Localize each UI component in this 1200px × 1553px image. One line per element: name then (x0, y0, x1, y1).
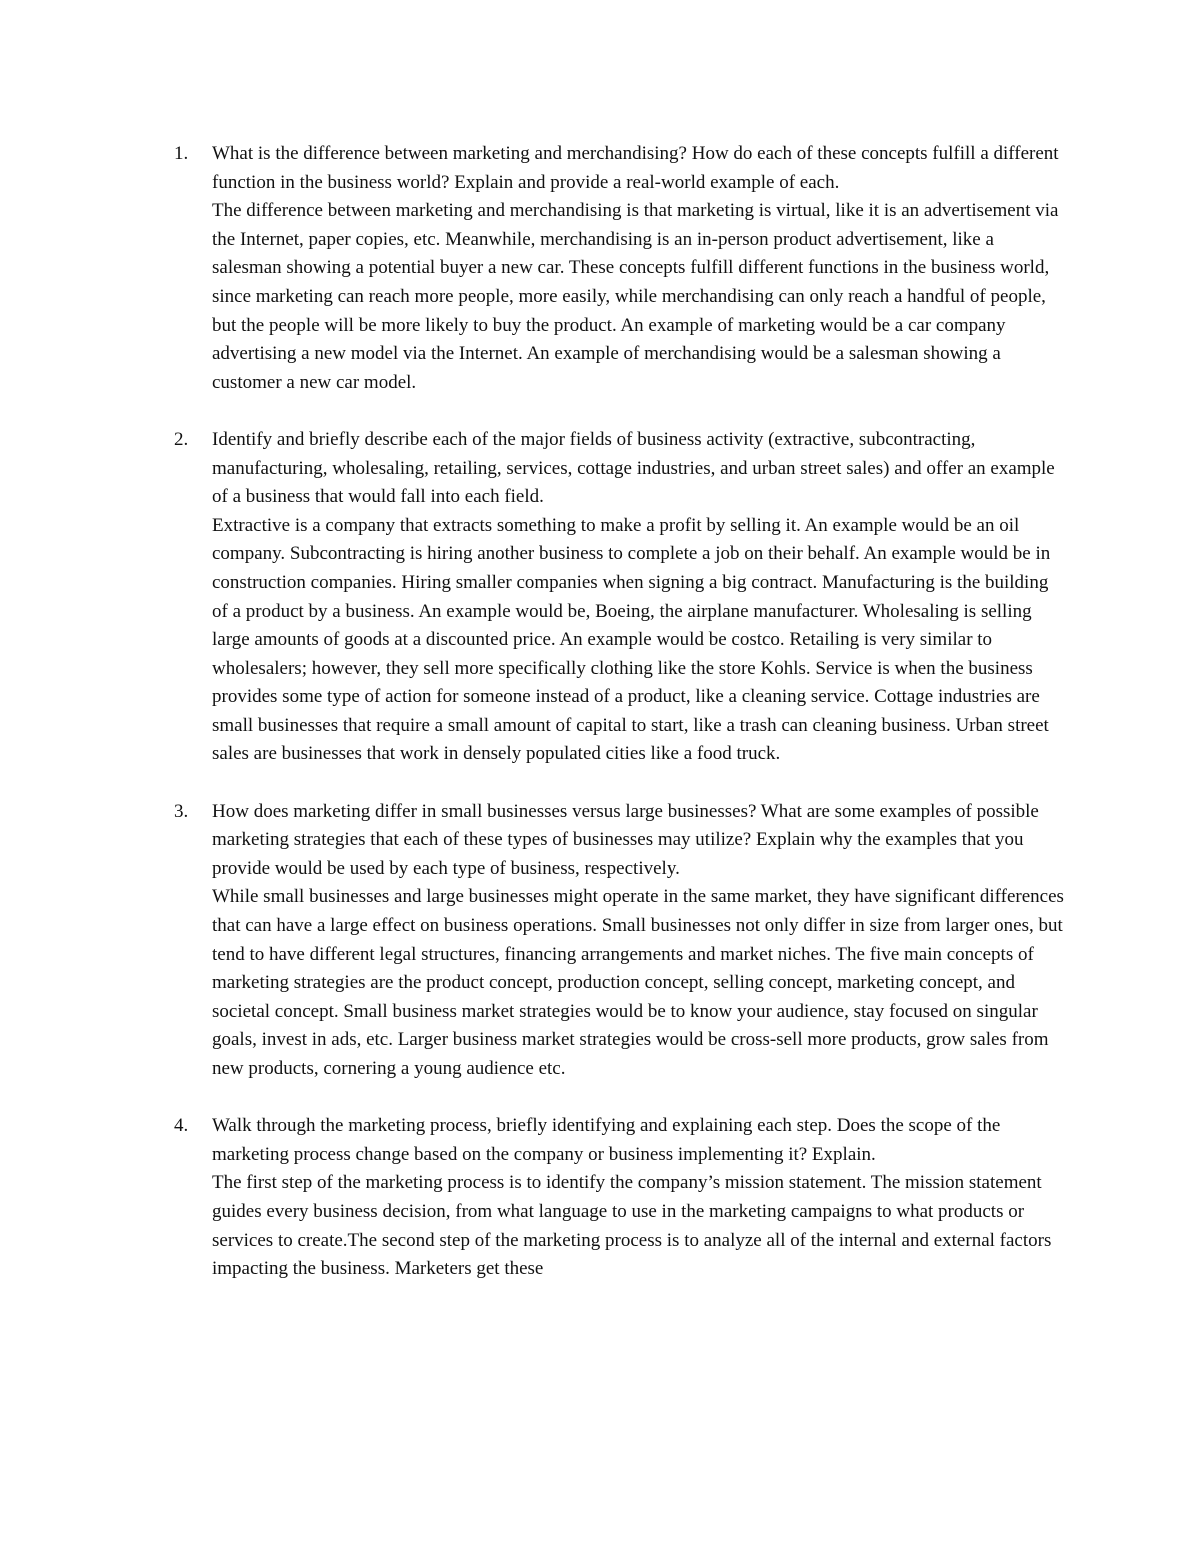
document-body (174, 140, 1064, 1312)
item-number: 1. (174, 143, 189, 164)
list-item (174, 798, 1064, 1084)
item-number: 4. (174, 1115, 189, 1137)
question-text: What is the difference between marketing and merchandising? How do each of these concepts fulfill a different function in the business world? Explain and provide a real-world example of each. (212, 143, 1059, 193)
item-number: 2. (174, 428, 189, 450)
list-item (174, 1112, 1064, 1284)
list-item (174, 140, 1064, 397)
question-text: How does marketing differ in small businesses versus large businesses? What are some examples of possible marketing strategies that each of these types of businesses may utilize? Explain why the examples that you provide would be used by each type of business, respectively. (212, 800, 1039, 879)
list-item (174, 426, 1064, 769)
answer-text: The difference between marketing and merchandising is that marketing is virtual, like it is an advertisement via the Internet, paper copies, etc. Meanwhile, merchandising is an in-person product advertisement, like a salesman showing a potential buyer a new car. These concepts fulfill different functions in the business world, since marketing can reach more people, more easily, while merchandising can only reach a handful of people, but the people will be more likely to buy the product. An example of marketing would be a car company advertising a new model via the Internet. An example of merchandising would be a salesman showing a customer a new car model. (212, 200, 1059, 393)
answer-text: The first step of the marketing process is to identify the company’s mission statement. The mission statement guides every business decision, from what language to use in the marketing campaigns to what products or services to create.The second step of the marketing process is to analyze all of the internal and external factors impacting the business. Marketers get these (212, 1172, 1052, 1280)
answer-text: While small businesses and large businesses might operate in the same market, they have significant differences that can have a large effect on business operations. Small businesses not only differ in size from larger ones, but tend to have different legal structures, financing arrangements and market niches. The five main concepts of marketing strategies are the product concept, production concept, selling concept, marketing concept, and societal concept. Small business market strategies would be to know your audience, stay focused on singular goals, invest in ads, etc. Larger business market strategies would be cross-sell more products, grow sales from new products, cornering a young audience etc. (212, 886, 1064, 1079)
question-text: Identify and briefly describe each of the major fields of business activity (extractive, subcontracting, manufacturing, wholesaling, retailing, services, cottage industries, and urban street sales) and offer an example of a business that would fall into each field. (212, 428, 1055, 508)
item-number: 3. (174, 800, 189, 822)
question-text: Walk through the marketing process, briefly identifying and explaining each step. Does the scope of the marketing process change based on the company or business implementing it? Explain. (212, 1115, 1001, 1165)
answer-text: Extractive is a company that extracts something to make a profit by selling it. An example would be an oil company. Subcontracting is hiring another business to complete a job on their behalf. An example would be in construction companies. Hiring smaller companies when signing a big contract. Manufacturing is the building of a product by a business. An example would be, Boeing, the airplane manufacturer. Wholesaling is selling large amounts of goods at a discounted price. An example would be costco. Retailing is very similar to wholesalers; however, they sell more specifically clothing like the store Kohls. Service is when the business provides some type of action for someone instead of a product, like a cleaning service. Cottage industries are small businesses that require a small amount of capital to start, like a trash can cleaning business. Urban street sales are businesses that work in densely populated cities like a food truck. (212, 514, 1051, 765)
